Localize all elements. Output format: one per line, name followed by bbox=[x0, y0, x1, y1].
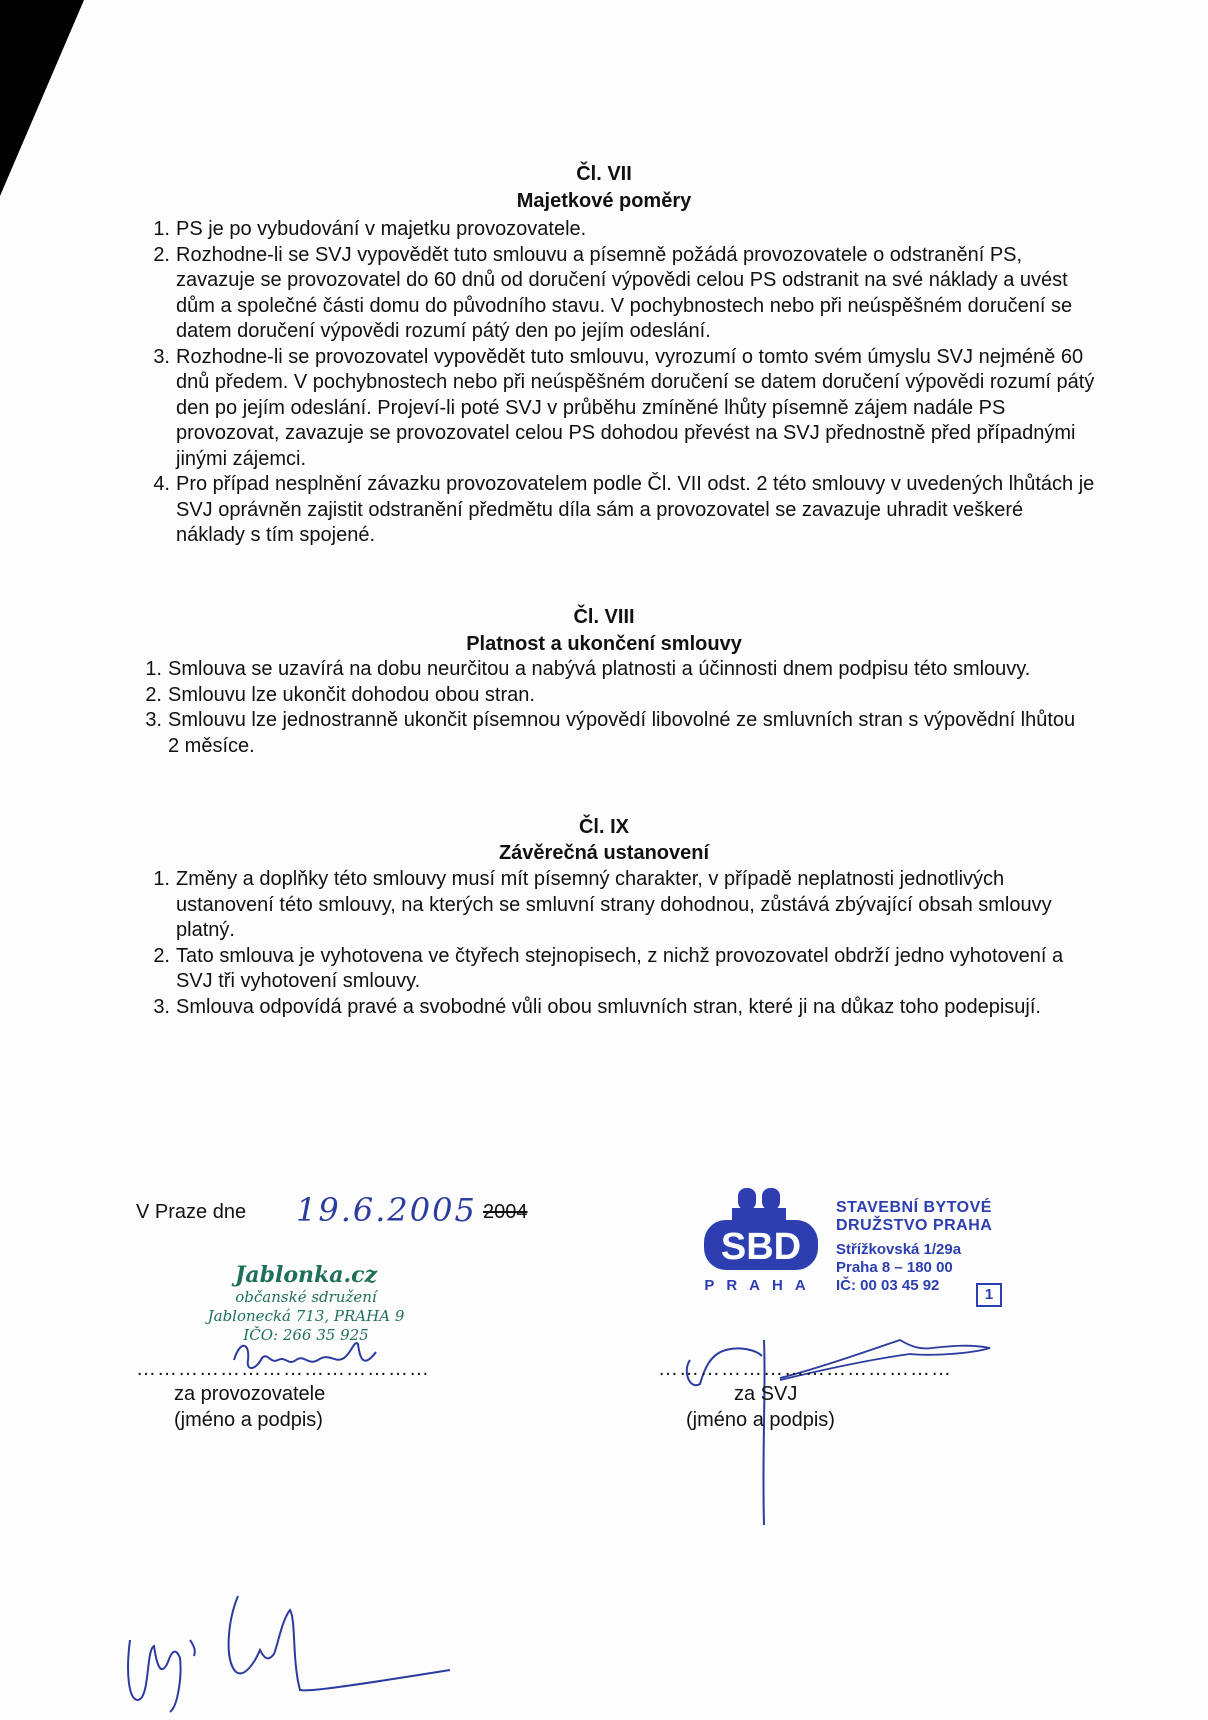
item-number: 2. bbox=[153, 243, 170, 266]
list-item bbox=[128, 708, 1088, 759]
stamp-line: Jablonecká 713, PRAHA 9 bbox=[207, 1307, 405, 1325]
list-item bbox=[136, 867, 1096, 944]
sbd-name-line: DRUŽSTVO PRAHA bbox=[836, 1217, 993, 1234]
item-text: Smlouvu lze jednostranně ukončit písemnou výpovědí libovolné ze smluvních stran s výpovědní lhůtou 2 měsíce. bbox=[168, 709, 1076, 757]
list-item bbox=[136, 345, 1096, 473]
section-subtitle: Závěrečná ustanovení bbox=[498, 842, 710, 864]
sbd-logo bbox=[696, 1186, 826, 1296]
item-text: Rozhodne-li se SVJ vypovědět tuto smlouvu a písemně požádá provozovatele o odstranění PS, zavazuje se provozovatel do 60 dnů od doručení výpovědi celou PS odstranit na své náklady a uvést dům a společné části domu do původního stavu. V pochybnostech nebo při neúspěšném doručení se datem doručení výpovědi rozumí pátý den po jejím odeslání. bbox=[176, 243, 1073, 342]
sbd-name-line: STAVEBNÍ BYTOVÉ bbox=[836, 1199, 992, 1216]
article-list bbox=[136, 217, 1096, 549]
item-number: 1. bbox=[145, 658, 162, 680]
item-text: PS je po vybudování v majetku provozovatele. bbox=[176, 218, 587, 240]
item-text: Smlouvu lze ukončit dohodou obou stran. bbox=[168, 683, 535, 706]
item-text: Rozhodne-li se provozovatel vypovědět tuto smlouvu, vyrozumí o tomto svém úmyslu SVJ nejméně 60 dnů předem. V pochybnostech nebo při neúspěšném doručení se datem doručení výpovědi rozumí pátý den po jejím odeslání. Projeví-li poté SVJ v průběhu zmíněné lhůty písemně zájem nadále PS provozovat, zavazuje se provozovatel celou PS dohodou převést na SVJ přednostně před případnými jinými zájemci. bbox=[176, 345, 1095, 470]
item-text: Pro případ nesplnění závazku provozovatelem podle Čl. VII odst. 2 této smlouvy v uvedených lhůtách je SVJ oprávněn zajistit odstranění předmětu díla sám a provozovatel se zavazuje uhradit veškeré náklady s tím spojené. bbox=[176, 473, 1095, 546]
item-text: Smlouva se uzavírá na dobu neurčitou a nabývá platnosti a účinnosti dnem podpisu této smlouvy. bbox=[168, 658, 1031, 680]
list-item bbox=[136, 472, 1096, 549]
list-item bbox=[136, 944, 1096, 995]
struck-year: 2004 bbox=[483, 1201, 528, 1223]
stamp-line: občanské sdružení bbox=[235, 1288, 377, 1306]
place-date-label: V Praze dne bbox=[136, 1201, 247, 1223]
item-text: Smlouva odpovídá pravé a svobodné vůli obou smluvních stran, které ji na důkaz toho podepisují. bbox=[176, 995, 1041, 1018]
item-number: 3. bbox=[153, 995, 170, 1018]
item-number: 1. bbox=[153, 868, 170, 890]
item-number: 4. bbox=[153, 473, 170, 495]
item-number: 1. bbox=[153, 218, 170, 240]
item-number: 3. bbox=[145, 709, 162, 731]
sbd-logo-sub: PRAHA bbox=[704, 1277, 818, 1294]
left-subcaption: (jméno a podpis) bbox=[174, 1409, 323, 1431]
section-title: Čl. VII bbox=[576, 163, 632, 185]
left-signature-line: …………………………………… bbox=[136, 1358, 430, 1380]
stamp-org-name: Jablonka.cz bbox=[234, 1262, 378, 1288]
sbd-address: Praha 8 – 180 00 bbox=[836, 1259, 953, 1276]
list-item bbox=[128, 657, 1088, 683]
handwritten-date: 19.6.2005 bbox=[296, 1191, 477, 1229]
item-text: Tato smlouva je vyhotovena ve čtyřech stejnopisech, z nichž provozovatel obdrží jedno vyhotovení a SVJ tři vyhotovení smlouvy. bbox=[176, 944, 1064, 992]
item-number: 3. bbox=[153, 345, 170, 368]
sbd-logo-text: SBD bbox=[720, 1226, 802, 1268]
right-signature-line: …………………………………… bbox=[658, 1358, 952, 1380]
section-subtitle: Platnost a ukončení smlouvy bbox=[466, 633, 742, 655]
left-caption: za provozovatele bbox=[174, 1383, 326, 1405]
sbd-ic: IČ: 00 03 45 92 bbox=[836, 1277, 940, 1294]
bottom-signature bbox=[120, 1580, 460, 1720]
sbd-stamp bbox=[836, 1199, 992, 1295]
list-item bbox=[136, 243, 1096, 345]
stamp-line: IČO: 266 35 925 bbox=[243, 1326, 369, 1344]
item-number: 2. bbox=[153, 944, 170, 967]
article-list bbox=[136, 867, 1096, 1020]
item-text: Změny a doplňky této smlouvy musí mít písemný charakter, v případě neplatnosti jednotlivých ustanovení této smlouvy, na kterých se smluvní strany dohodnou, zůstává zbývající obsah smlouvy platný. bbox=[176, 868, 1052, 941]
list-item bbox=[136, 217, 1096, 243]
list-item bbox=[136, 995, 1096, 1021]
section-title: Čl. VIII bbox=[573, 606, 635, 628]
article-list bbox=[128, 657, 1088, 759]
section-title: Čl. IX bbox=[578, 816, 629, 838]
section-subtitle: Majetkové poměry bbox=[516, 190, 692, 212]
right-subcaption: (jméno a podpis) bbox=[686, 1409, 835, 1431]
sbd-box-number: 1 bbox=[976, 1283, 1002, 1307]
list-item bbox=[128, 683, 1088, 709]
right-caption: za SVJ bbox=[734, 1383, 798, 1405]
item-number: 2. bbox=[145, 683, 162, 706]
sbd-address: Střížkovská 1/29a bbox=[836, 1241, 962, 1258]
